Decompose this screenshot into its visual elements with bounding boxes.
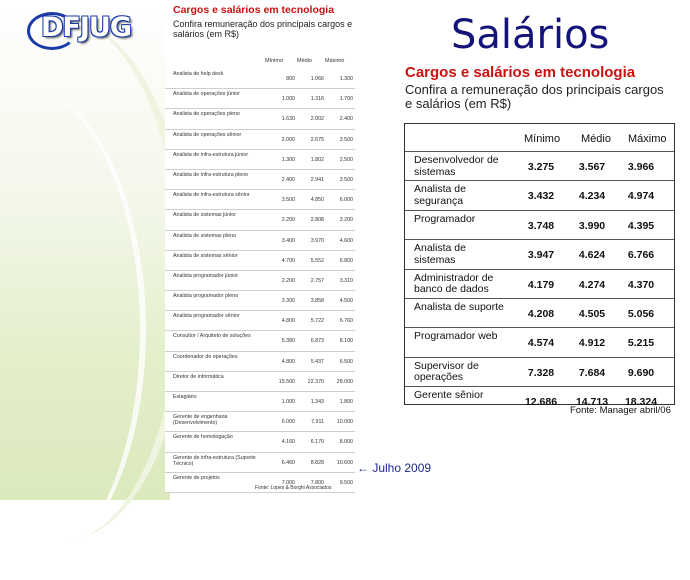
job-title-cell: Analista de segurança (414, 183, 466, 207)
med-value-cell: 8.828 (310, 459, 324, 466)
max-value-cell: 4.974 (627, 190, 655, 203)
sidebar-decoration (0, 0, 170, 500)
min-value-cell: 15.500 (278, 378, 295, 385)
table-row (165, 190, 355, 210)
med-value-cell: 2.757 (310, 277, 324, 284)
min-value-cell: 4.800 (281, 318, 295, 325)
left-table-title: Cargos e salários em tecnologia (173, 4, 335, 16)
med-value-cell: 6.170 (310, 439, 324, 446)
med-value-cell: 3.858 (310, 298, 324, 305)
min-value-cell: 7.328 (527, 366, 555, 379)
table-row (165, 311, 355, 331)
right-table-title: Cargos e salários em tecnologia (405, 64, 636, 81)
job-title-cell: Analista de operações júnior (173, 91, 240, 98)
job-title-cell: Coordenador de operações (173, 353, 238, 360)
left-table-rows (165, 69, 355, 493)
left-table-subtitle: Confira remuneração dos principais cargos e salários (em R$) (173, 19, 353, 39)
med-value-cell: 2.941 (310, 176, 324, 183)
min-value-cell: 1.000 (281, 399, 295, 405)
table-row (165, 271, 355, 291)
med-value-cell: 5.552 (310, 257, 324, 264)
table-row (165, 210, 355, 230)
max-value-cell: 2.500 (339, 156, 353, 163)
min-value-cell: 2.000 (281, 136, 295, 143)
min-value-cell: 3.748 (527, 219, 555, 232)
max-value-cell: 4.395 (627, 219, 655, 232)
min-value-cell: 4.208 (527, 307, 555, 320)
med-value-cell: 2.002 (310, 116, 324, 123)
right-header-med: Médio (581, 133, 611, 145)
min-value-cell: 1.300 (281, 156, 295, 163)
job-title-cell: Gerente de infra-estrutura (Suporte Técnico) (173, 454, 256, 467)
max-value-cell: 3.310 (339, 277, 353, 284)
min-value-cell: 2.200 (281, 277, 295, 284)
table-row (165, 412, 355, 432)
med-value-cell: 7.800 (310, 479, 324, 486)
max-value-cell: 8.100 (339, 338, 353, 345)
table-row (165, 89, 355, 109)
med-value-cell: 4.624 (578, 249, 606, 262)
med-value-cell: 3.990 (578, 219, 606, 232)
med-value-cell: 1.343 (310, 399, 324, 405)
left-header-max: Máximo (325, 58, 345, 64)
max-value-cell: 3.966 (627, 161, 655, 173)
table-row (165, 150, 355, 170)
min-value-cell: 3.275 (527, 161, 555, 173)
right-header-min: Mínimo (524, 133, 561, 145)
max-value-cell: 6.500 (339, 358, 353, 365)
max-value-cell: 6.800 (339, 257, 353, 264)
med-value-cell: 6.873 (310, 338, 324, 345)
table-row (405, 210, 674, 239)
job-title-cell: Gerente de projetos (173, 474, 220, 481)
med-value-cell: 22.370 (307, 378, 324, 385)
right-table-subtitle: Confira a remuneração dos principais cargos e salários (em R$) (405, 82, 664, 111)
max-value-cell: 2.400 (339, 116, 353, 123)
right-salary-table (404, 123, 675, 409)
table-row (165, 372, 355, 392)
med-value-cell: 1.802 (310, 156, 324, 163)
date-note: ← Julho 2009 (357, 461, 432, 475)
table-row (165, 291, 355, 311)
table-row (165, 130, 355, 150)
job-title-cell: Diretor de informática (173, 373, 224, 380)
job-title-cell: Analista de sistemas sênior (173, 252, 238, 259)
min-value-cell: 3.500 (281, 197, 295, 204)
med-value-cell: 2.675 (310, 136, 324, 143)
job-title-cell: Analista de infra-estrutura sênior (173, 192, 250, 199)
min-value-cell: 2.400 (281, 176, 295, 183)
min-value-cell: 7.000 (281, 479, 295, 486)
min-value-cell: 4.800 (281, 358, 295, 365)
med-value-cell: 1.066 (310, 76, 324, 82)
max-value-cell: 1.800 (339, 399, 353, 405)
table-row (165, 392, 355, 412)
job-title-cell: Analista de operações sênior (173, 131, 242, 138)
max-value-cell: 4.500 (339, 298, 353, 305)
med-value-cell: 2.808 (310, 217, 324, 224)
min-value-cell: 6.000 (281, 419, 295, 426)
job-title-cell: Programador web (414, 330, 498, 343)
max-value-cell: 6.766 (627, 249, 655, 262)
job-title-cell: Analista de infra-estrutura pleno (173, 171, 249, 178)
med-value-cell: 7.911 (311, 419, 324, 426)
max-value-cell: 10.000 (336, 419, 353, 426)
job-title-cell: Analista programador júnior (173, 272, 239, 279)
med-value-cell: 7.684 (578, 366, 606, 379)
min-value-cell: 3.947 (527, 249, 555, 262)
min-value-cell: 2.200 (281, 217, 295, 224)
min-value-cell: 4.574 (527, 337, 555, 350)
job-title-cell: Desenvolvedor de sistemas (414, 154, 499, 178)
job-title-cell: Gerente de homologação (173, 434, 233, 441)
min-value-cell: 6.460 (281, 459, 295, 466)
max-value-cell: 4.600 (339, 237, 353, 244)
min-value-cell: 5.380 (281, 338, 295, 345)
med-value-cell: 14.713 (575, 396, 609, 409)
job-title-cell: Administrador de banco de dados (414, 271, 494, 296)
max-value-cell: 18.324 (624, 396, 658, 409)
table-row (165, 432, 355, 452)
job-title-cell: Programador (414, 212, 476, 225)
table-row (165, 352, 355, 372)
table-row (405, 298, 674, 327)
job-title-cell: Analista de operações pleno (173, 111, 240, 118)
med-value-cell: 3.970 (310, 237, 324, 244)
med-value-cell: 4.505 (578, 307, 606, 320)
max-value-cell: 9.500 (339, 479, 353, 486)
table-row (405, 239, 674, 268)
max-value-cell: 5.056 (627, 307, 655, 320)
max-value-cell: 28.000 (336, 378, 353, 385)
right-header-max: Máximo (628, 133, 667, 145)
med-value-cell: 5.437 (310, 358, 324, 365)
table-row (405, 269, 674, 298)
max-value-cell: 1.700 (339, 96, 353, 103)
min-value-cell: 4.160 (281, 439, 295, 446)
job-title-cell: Analista de infra-estrutura júnior (173, 151, 249, 158)
med-value-cell: 4.274 (578, 278, 606, 291)
min-value-cell: 12.686 (524, 396, 558, 409)
med-value-cell: 5.722 (310, 318, 324, 325)
table-row (405, 357, 674, 386)
med-value-cell: 3.567 (578, 161, 606, 173)
right-table-header (405, 124, 674, 152)
left-table-source: Fonte: Lopes & Borghi Associados (255, 485, 332, 491)
med-value-cell: 4.234 (578, 190, 606, 203)
job-title-cell: Gerente sênior (414, 389, 484, 402)
min-value-cell: 3.300 (281, 298, 295, 305)
max-value-cell: 1.300 (339, 76, 353, 82)
job-title-cell: Consultor / Arquiteto de soluções (173, 333, 251, 340)
max-value-cell: 5.215 (627, 337, 655, 350)
max-value-cell: 9.690 (627, 366, 655, 379)
job-title-cell: Analista de help desk (173, 71, 224, 77)
min-value-cell: 4.179 (527, 278, 555, 291)
table-row (165, 109, 355, 129)
job-title-cell: Analista de sistemas júnior (173, 212, 237, 219)
table-row (165, 69, 355, 89)
table-row (165, 170, 355, 190)
min-value-cell: 4.700 (281, 257, 295, 264)
med-value-cell: 1.316 (310, 96, 324, 103)
job-title-cell: Gerente de engenharia (Desenvolvimento) (173, 414, 228, 427)
right-table-source: Fonte: Manager abril/06 (570, 405, 671, 416)
left-salary-table (165, 3, 355, 493)
min-value-cell: 1.630 (281, 116, 295, 123)
med-value-cell: 4.850 (310, 197, 324, 204)
left-table-header (165, 56, 355, 66)
max-value-cell: 8.000 (339, 439, 353, 446)
left-header-min: Mínimo (265, 58, 284, 64)
min-value-cell: 800 (286, 76, 295, 82)
max-value-cell: 6.760 (339, 318, 353, 325)
job-title-cell: Analista de suporte (414, 300, 504, 313)
max-value-cell: 3.500 (339, 136, 353, 143)
table-row (405, 151, 674, 180)
table-row (165, 251, 355, 271)
job-title-cell: Analista de sistemas (414, 242, 466, 266)
dfjug-logo (27, 8, 135, 48)
max-value-cell: 6.000 (339, 197, 353, 204)
job-title-cell: Analista programador pleno (173, 293, 239, 300)
max-value-cell: 10.600 (336, 459, 353, 466)
table-row (165, 331, 355, 351)
left-header-med: Médio (297, 58, 312, 64)
min-value-cell: 3.400 (281, 237, 295, 244)
max-value-cell: 3.500 (339, 176, 353, 183)
table-row (165, 453, 355, 473)
slide-title: Salários (451, 12, 610, 58)
med-value-cell: 4.912 (578, 337, 606, 350)
table-row (405, 180, 674, 209)
min-value-cell: 3.432 (527, 190, 555, 203)
logo-text: DFJUG (41, 12, 131, 43)
max-value-cell: 4.370 (627, 278, 655, 291)
max-value-cell: 3.200 (339, 217, 353, 224)
table-row (405, 327, 674, 356)
job-title-cell: Supervisor de operações (414, 359, 479, 384)
job-title-cell: Analista de sistemas pleno (173, 232, 237, 239)
right-table-rows (405, 151, 674, 416)
job-title-cell: Estagiário (173, 394, 197, 400)
job-title-cell: Analista programador sênior (173, 313, 240, 320)
min-value-cell: 1.000 (281, 96, 295, 103)
table-row (165, 231, 355, 251)
